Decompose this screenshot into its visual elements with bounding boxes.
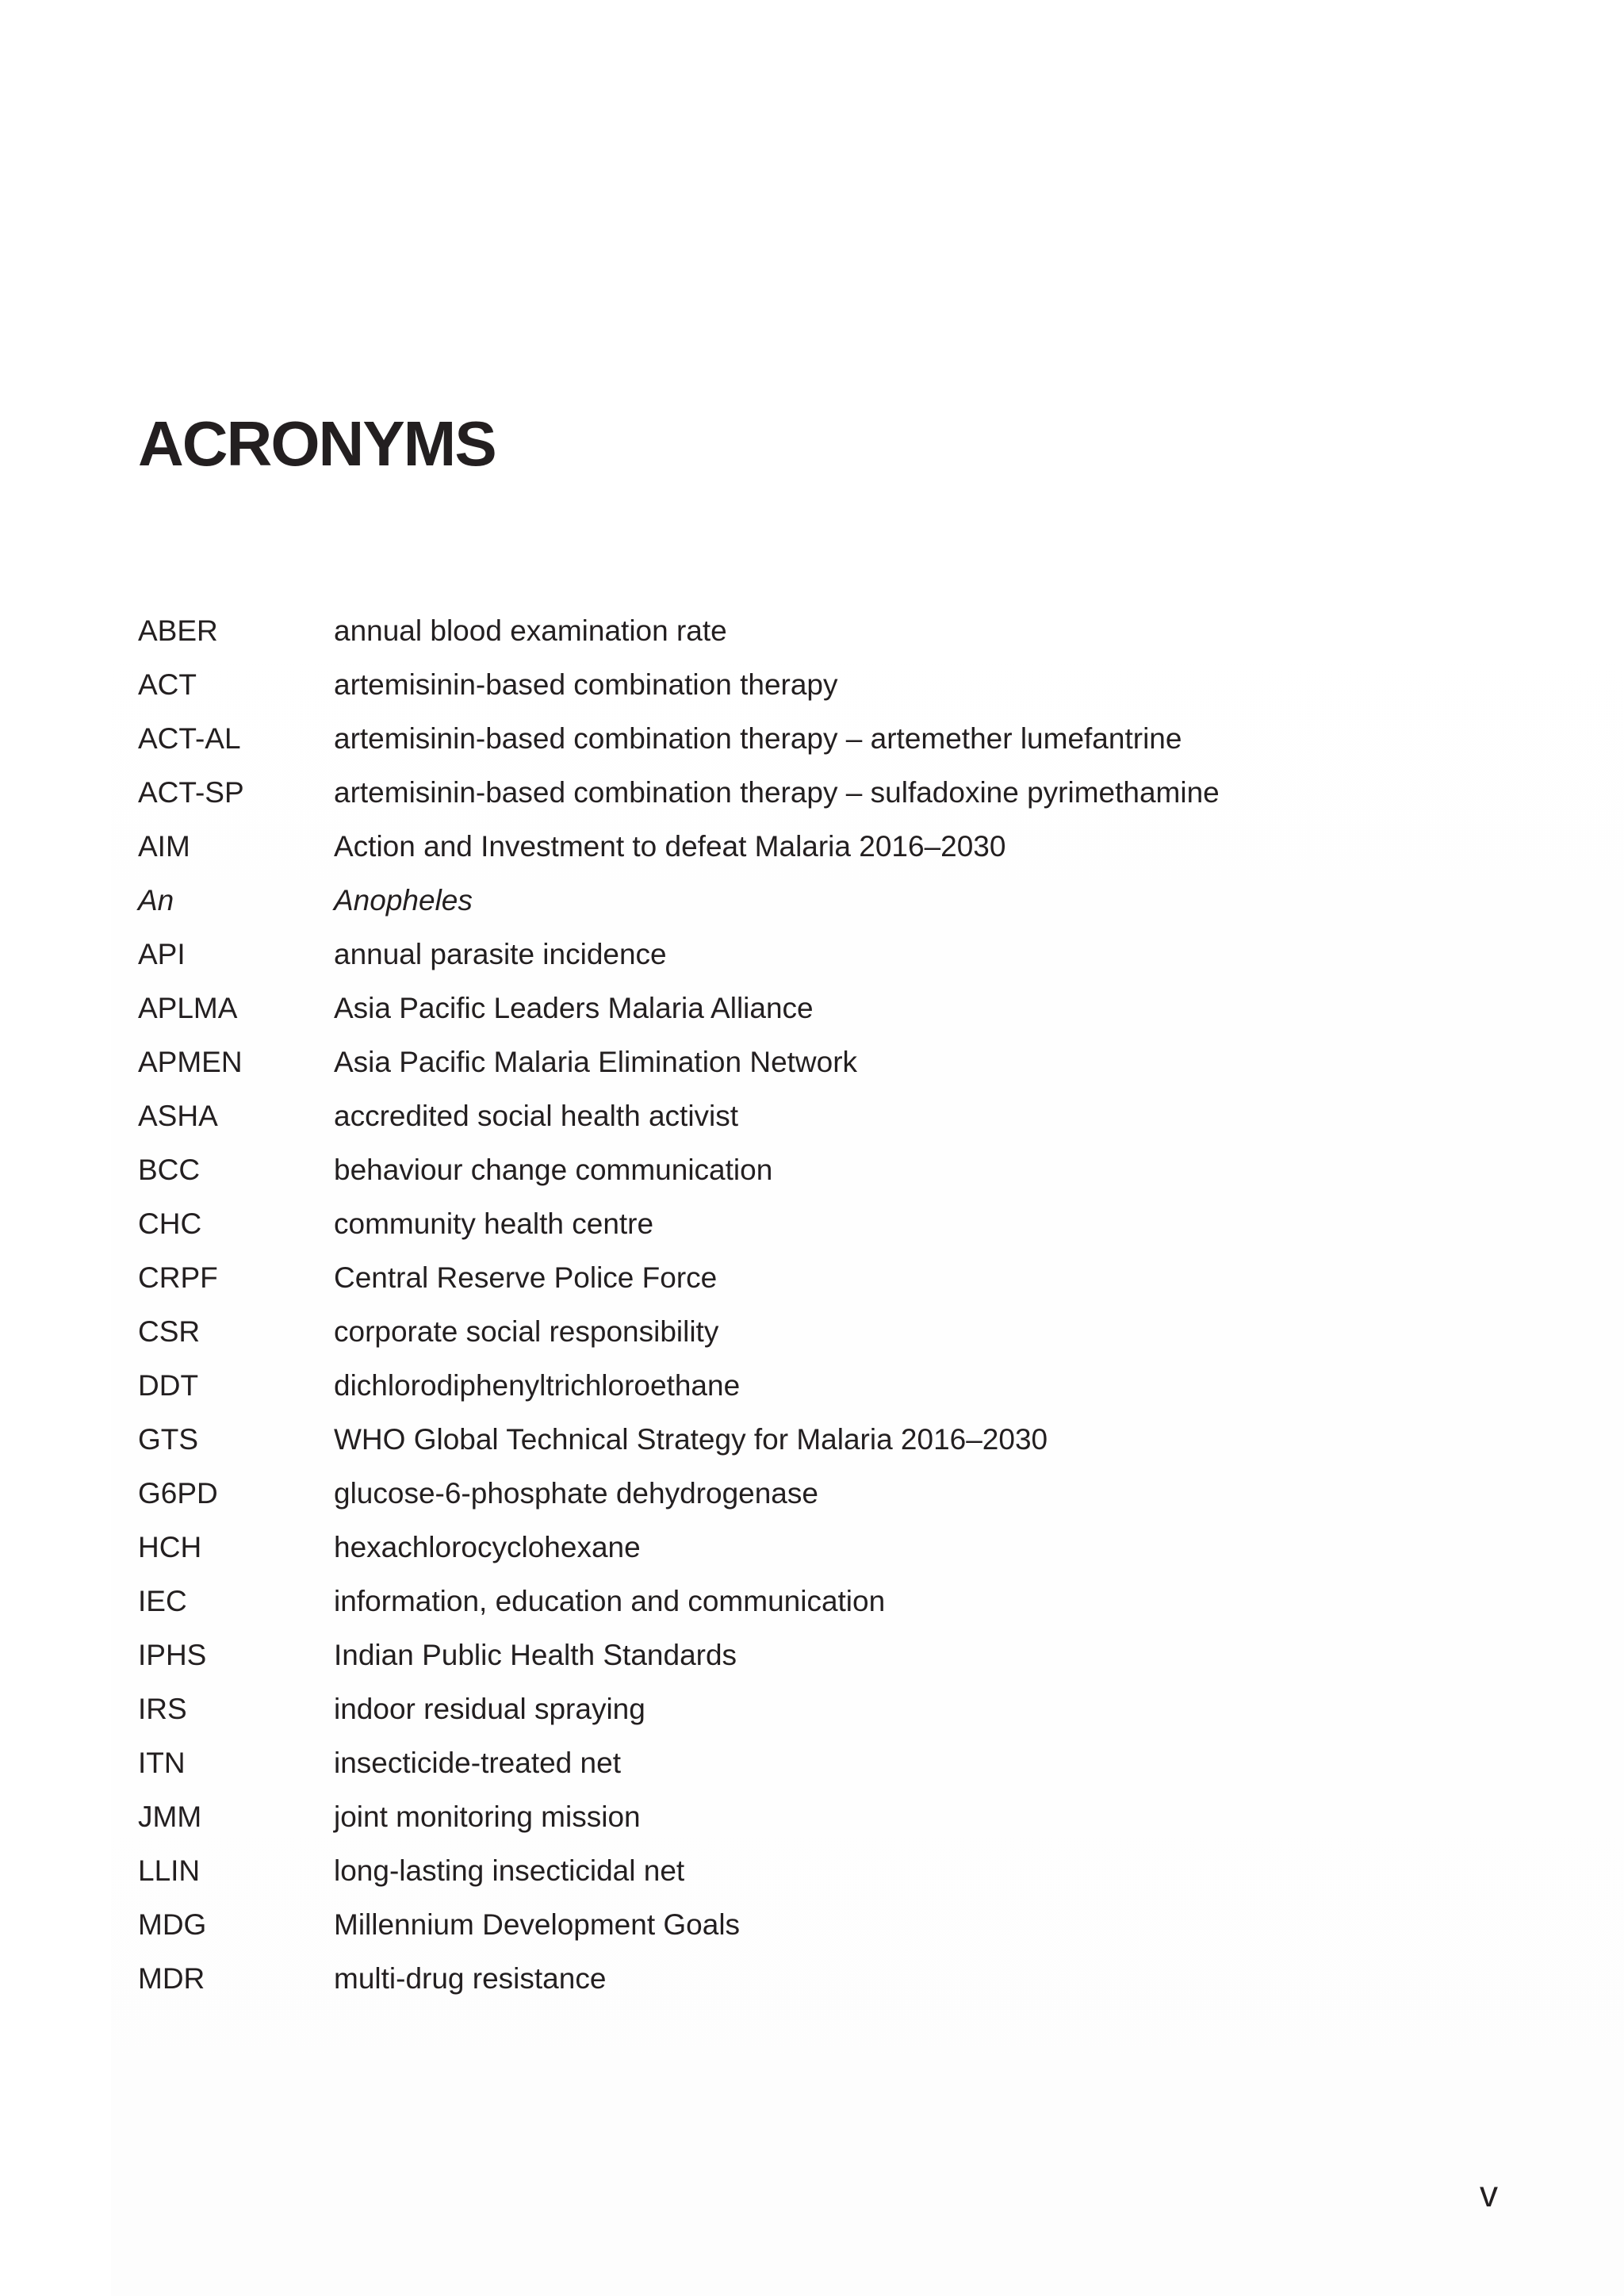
acronym-abbreviation: APLMA bbox=[138, 992, 238, 1024]
acronym-row bbox=[138, 982, 1486, 1035]
acronym-definition: insecticide-treated net bbox=[334, 1747, 621, 1779]
acronym-row bbox=[138, 604, 1486, 658]
acronym-abbreviation: APMEN bbox=[138, 1046, 243, 1078]
acronym-definition: indoor residual spraying bbox=[334, 1693, 645, 1725]
acronym-definition: annual blood examination rate bbox=[334, 614, 727, 647]
acronym-abbreviation: ASHA bbox=[138, 1100, 218, 1132]
acronym-definition: artemisinin-based combination therapy bbox=[334, 668, 838, 701]
acronym-definition: multi-drug resistance bbox=[334, 1962, 607, 1995]
acronym-row bbox=[138, 1251, 1486, 1305]
acronym-row bbox=[138, 1035, 1486, 1089]
acronym-definition: dichlorodiphenyltrichloroethane bbox=[334, 1369, 741, 1402]
acronym-row bbox=[138, 1898, 1486, 1952]
acronym-definition: Millennium Development Goals bbox=[334, 1908, 741, 1941]
acronym-abbreviation: HCH bbox=[138, 1531, 202, 1563]
acronym-abbreviation: ACT-AL bbox=[138, 722, 241, 755]
acronym-abbreviation: G6PD bbox=[138, 1477, 218, 1510]
acronym-row bbox=[138, 928, 1486, 982]
acronym-definition: annual parasite incidence bbox=[334, 938, 667, 970]
acronym-abbreviation: JMM bbox=[138, 1800, 202, 1833]
acronym-row bbox=[138, 712, 1486, 766]
acronym-definition: Anopheles bbox=[334, 884, 473, 916]
acronym-row bbox=[138, 1952, 1486, 2006]
acronym-definition: glucose-6-phosphate dehydrogenase bbox=[334, 1477, 818, 1510]
acronym-abbreviation: ITN bbox=[138, 1747, 186, 1779]
acronym-abbreviation: API bbox=[138, 938, 186, 970]
acronym-definition: Central Reserve Police Force bbox=[334, 1261, 718, 1294]
acronym-definition: hexachlorocyclohexane bbox=[334, 1531, 641, 1563]
acronym-definition: corporate social responsibility bbox=[334, 1315, 719, 1348]
acronym-definition: long-lasting insecticidal net bbox=[334, 1854, 685, 1887]
acronym-abbreviation: LLIN bbox=[138, 1854, 201, 1887]
acronym-definition: Asia Pacific Malaria Elimination Network bbox=[334, 1046, 858, 1078]
acronym-row bbox=[138, 1143, 1486, 1197]
acronym-abbreviation: MDG bbox=[138, 1908, 207, 1941]
acronym-abbreviation: DDT bbox=[138, 1369, 199, 1402]
acronym-abbreviation: IEC bbox=[138, 1585, 187, 1617]
acronym-row bbox=[138, 1305, 1486, 1359]
acronym-abbreviation: CHC bbox=[138, 1207, 202, 1240]
acronym-row bbox=[138, 1521, 1486, 1575]
acronym-definition: Asia Pacific Leaders Malaria Alliance bbox=[334, 992, 814, 1024]
acronym-definition: Action and Investment to defeat Malaria 2016–2030 bbox=[334, 830, 1006, 863]
acronym-abbreviation: CRPF bbox=[138, 1261, 218, 1294]
acronym-abbreviation: AIM bbox=[138, 830, 190, 863]
acronym-row bbox=[138, 1575, 1486, 1628]
acronym-definition: artemisinin-based combination therapy – sulfadoxine pyrimethamine bbox=[334, 776, 1220, 809]
acronym-row bbox=[138, 1197, 1486, 1251]
acronym-abbreviation: GTS bbox=[138, 1423, 199, 1456]
acronym-list bbox=[138, 604, 1486, 2006]
acronym-row bbox=[138, 1089, 1486, 1143]
page-number: v bbox=[1480, 2173, 1498, 2214]
acronym-abbreviation: ACT-SP bbox=[138, 776, 244, 809]
acronym-abbreviation: An bbox=[138, 884, 174, 916]
acronym-abbreviation: ACT bbox=[138, 668, 197, 701]
acronym-row bbox=[138, 766, 1486, 820]
acronym-row bbox=[138, 1682, 1486, 1736]
page-title: ACRONYMS bbox=[138, 408, 496, 479]
acronym-definition: joint monitoring mission bbox=[334, 1800, 641, 1833]
acronym-abbreviation: IRS bbox=[138, 1693, 187, 1725]
acronym-row bbox=[138, 1467, 1486, 1521]
acronym-abbreviation: IPHS bbox=[138, 1639, 207, 1671]
acronym-definition: Indian Public Health Standards bbox=[334, 1639, 737, 1671]
acronym-row bbox=[138, 820, 1486, 874]
acronym-row bbox=[138, 658, 1486, 712]
acronym-definition: WHO Global Technical Strategy for Malaria 2016–2030 bbox=[334, 1423, 1048, 1456]
acronym-row bbox=[138, 1413, 1486, 1467]
acronym-abbreviation: CSR bbox=[138, 1315, 201, 1348]
acronym-row bbox=[138, 1736, 1486, 1790]
acronym-abbreviation: ABER bbox=[138, 614, 218, 647]
acronym-abbreviation: MDR bbox=[138, 1962, 205, 1995]
acronym-abbreviation: BCC bbox=[138, 1154, 201, 1186]
acronym-definition: information, education and communication bbox=[334, 1585, 886, 1617]
acronym-row bbox=[138, 874, 1486, 928]
acronym-definition: accredited social health activist bbox=[334, 1100, 739, 1132]
acronym-row bbox=[138, 1790, 1486, 1844]
acronym-definition: behaviour change communication bbox=[334, 1154, 773, 1186]
acronym-row bbox=[138, 1359, 1486, 1413]
acronym-definition: artemisinin-based combination therapy – artemether lumefantrine bbox=[334, 722, 1182, 755]
acronym-row bbox=[138, 1628, 1486, 1682]
acronym-row bbox=[138, 1844, 1486, 1898]
acronym-definition: community health centre bbox=[334, 1207, 654, 1240]
